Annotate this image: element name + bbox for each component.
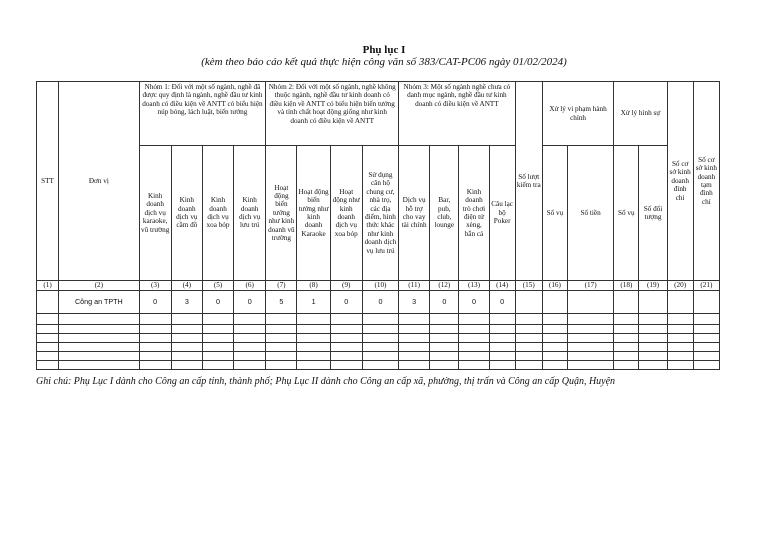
col-number: (21) xyxy=(693,281,719,291)
table-row-empty xyxy=(37,334,720,343)
header-row-2 xyxy=(37,146,720,281)
header-co-so-dinh-chi: Số cơ sở kinh doanh đình chỉ xyxy=(667,82,693,281)
header-sub: Hoạt động biến tướng như kinh doanh vũ trường xyxy=(266,146,297,281)
cell-empty xyxy=(567,291,613,314)
col-number: (12) xyxy=(430,281,459,291)
cell-value: 0 xyxy=(234,291,266,314)
col-number: (17) xyxy=(567,281,613,291)
cell-value: 0 xyxy=(330,291,362,314)
header-xu-ly-vi-pham: Xử lý vi phạm hành chính xyxy=(542,82,613,146)
col-number: (18) xyxy=(614,281,639,291)
col-number: (7) xyxy=(266,281,297,291)
header-co-so-tam-dinh-chi: Số cơ sở kinh doanh tạm đình chỉ xyxy=(693,82,719,281)
cell-value: 0 xyxy=(459,291,489,314)
header-sub: Sử dụng căn hộ chung cư, nhà trọ, các địa điểm, hình thức khác như kinh doanh dịch vụ lưu trú xyxy=(362,146,398,281)
cell-value: 3 xyxy=(399,291,430,314)
header-so-tien: Số tiền xyxy=(567,146,613,281)
cell-empty xyxy=(693,291,719,314)
cell-stt xyxy=(37,291,59,314)
cell-empty xyxy=(667,291,693,314)
col-number: (19) xyxy=(639,281,667,291)
cell-value: 0 xyxy=(202,291,233,314)
cell-value: 0 xyxy=(489,291,515,314)
col-number: (9) xyxy=(330,281,362,291)
table-row-empty xyxy=(37,352,720,361)
header-nhom-3: Nhóm 3: Một số ngành nghề chưa có danh mục ngành, nghề đầu tư kinh doanh có điều kiện về ANTT xyxy=(399,82,516,146)
col-number: (6) xyxy=(234,281,266,291)
col-number: (20) xyxy=(667,281,693,291)
header-so-vu-xlvp: Số vụ xyxy=(542,146,567,281)
col-number: (8) xyxy=(297,281,330,291)
table-row-empty xyxy=(37,361,720,370)
table-row-empty xyxy=(37,314,720,325)
header-so-vu-xlhs: Số vụ xyxy=(614,146,639,281)
header-sub: Dịch vụ hỗ trợ cho vay tài chính xyxy=(399,146,430,281)
cell-empty xyxy=(614,291,639,314)
header-xu-ly-hinh-su: Xử lý hình sự xyxy=(614,82,667,146)
col-number: (11) xyxy=(399,281,430,291)
col-number: (3) xyxy=(139,281,171,291)
col-number: (16) xyxy=(542,281,567,291)
report-table xyxy=(36,81,720,370)
header-nhom-2: Nhóm 2: Đối với một số ngành, nghề không thuộc ngành, nghề đầu tư kinh doanh có điều kiện về ANTT có biểu hiện biến tướng và tính chất hoạt động giống như kinh doanh có điều kiện về ANTT xyxy=(266,82,399,146)
header-nhom-1: Nhóm 1: Đối với một số ngành, nghề đã được quy định là ngành, nghề đầu tư kinh doanh có điều kiện về ANTT có biểu hiện núp bóng, lách luật, biến tướng xyxy=(139,82,266,146)
col-number: (2) xyxy=(59,281,139,291)
cell-value: 1 xyxy=(297,291,330,314)
table-row-empty xyxy=(37,325,720,334)
table-row xyxy=(37,291,720,314)
col-number: (1) xyxy=(37,281,59,291)
cell-empty xyxy=(515,291,542,314)
header-sub: Kinh doanh dịch vụ xoa bóp xyxy=(202,146,233,281)
header-so-doi-tuong: Số đối tượng xyxy=(639,146,667,281)
col-number: (4) xyxy=(171,281,202,291)
cell-don-vi: Công an TPTH xyxy=(59,291,139,314)
header-sub: Kinh doanh trò chơi điện tử xèng, bắn cá xyxy=(459,146,489,281)
col-number: (10) xyxy=(362,281,398,291)
col-number: (13) xyxy=(459,281,489,291)
footnote: Ghi chú: Phụ Lục I dành cho Công an cấp tỉnh, thành phố; Phụ Lục II dành cho Công an cấp xã, phường, thị trấn và Công an cấp Quận, Huyện xyxy=(36,376,616,387)
header-sub: Kinh doanh dịch vụ lưu trú xyxy=(234,146,266,281)
cell-value: 3 xyxy=(171,291,202,314)
header-stt: STT xyxy=(37,82,59,281)
cell-empty xyxy=(639,291,667,314)
cell-value: 0 xyxy=(362,291,398,314)
header-sub: Bar, pub, club, lounge xyxy=(430,146,459,281)
header-sub: Kinh doanh dịch vụ cầm đồ xyxy=(171,146,202,281)
page-subtitle: (kèm theo báo cáo kết quả thực hiện công văn số 383/CAT-PC06 ngày 01/02/2024) xyxy=(201,56,567,68)
col-number: (14) xyxy=(489,281,515,291)
header-so-luot-kiem-tra: Số lượt kiểm tra xyxy=(515,82,542,281)
cell-value: 0 xyxy=(430,291,459,314)
header-don-vi: Đơn vị xyxy=(59,82,139,281)
page-title: Phụ lục I xyxy=(362,44,406,56)
cell-value: 5 xyxy=(266,291,297,314)
header-sub: Hoạt động biến tướng như kinh doanh Karaoke xyxy=(297,146,330,281)
col-number: (15) xyxy=(515,281,542,291)
table-row-empty xyxy=(37,343,720,352)
col-number: (5) xyxy=(202,281,233,291)
header-row-1 xyxy=(37,82,720,146)
cell-value: 0 xyxy=(139,291,171,314)
header-sub: Hoạt động như kinh doanh dịch vụ xoa bóp xyxy=(330,146,362,281)
header-sub: Câu lạc bộ Poker xyxy=(489,146,515,281)
cell-empty xyxy=(542,291,567,314)
header-sub: Kinh doanh dịch vụ karaoke, vũ trường xyxy=(139,146,171,281)
column-number-row xyxy=(37,281,720,291)
